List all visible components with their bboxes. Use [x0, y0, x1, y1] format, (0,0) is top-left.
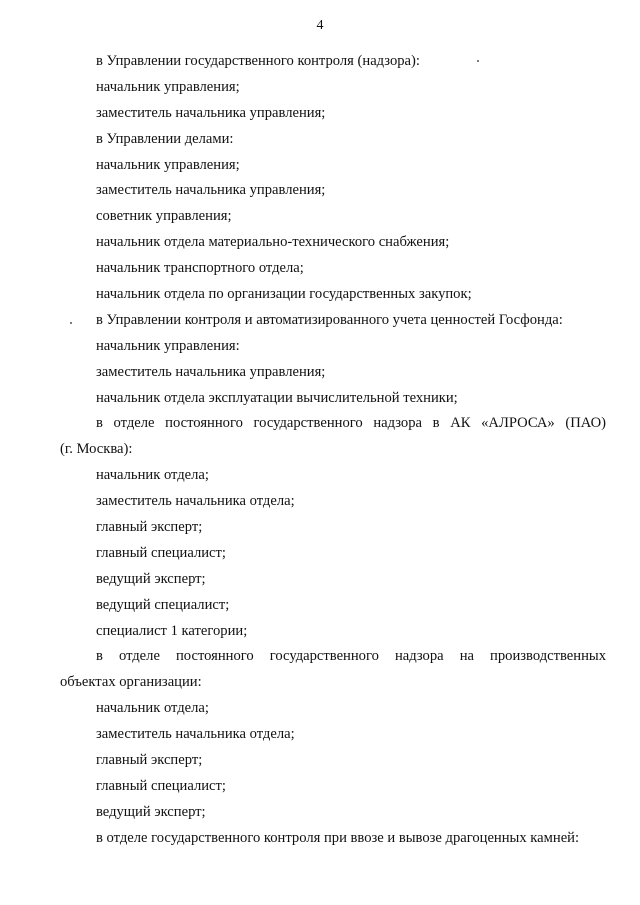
text-line: главный эксперт;	[96, 752, 203, 769]
text-line: в Управлении делами:	[96, 130, 234, 147]
document-body	[0, 51, 640, 854]
text-line: заместитель начальника отдела;	[96, 726, 295, 743]
text-line: ведущий специалист;	[96, 596, 230, 613]
text-line: начальник управления:	[96, 337, 240, 354]
text-line: в отделе государственного контроля при ввозе и вывозе драгоценных камней:	[96, 829, 580, 846]
text-line: в Управлении контроля и автоматизированного учета ценностей Госфонда:	[96, 311, 563, 328]
text-line: главный специалист;	[96, 544, 226, 561]
text-line: главный специалист;	[96, 777, 226, 794]
text-line: начальник отдела по организации государственных закупок;	[96, 286, 472, 303]
text-line: заместитель начальника отдела;	[96, 493, 295, 510]
text-line: советник управления;	[96, 208, 232, 225]
text-line: заместитель начальника управления;	[96, 104, 326, 121]
text-line: в отделе постоянного государственного надзора на производственных	[96, 648, 606, 665]
text-line: в отделе постоянного государственного надзора в АК «АЛРОСА» (ПАО)	[96, 415, 606, 432]
text-line: начальник отдела материально-технического снабжения;	[96, 234, 450, 251]
text-line: (г. Москва):	[60, 441, 133, 458]
text-line: начальник транспортного отдела;	[96, 260, 304, 277]
text-line: ведущий эксперт;	[96, 803, 206, 820]
text-line: начальник отдела эксплуатации вычислительной техники;	[96, 389, 458, 406]
text-line: специалист 1 категории;	[96, 622, 248, 639]
text-line: главный эксперт;	[96, 519, 203, 536]
text-line: заместитель начальника управления;	[96, 182, 326, 199]
text-line: начальник управления;	[96, 78, 240, 95]
text-line: заместитель начальника управления;	[96, 363, 326, 380]
text-line: начальник отдела;	[96, 700, 209, 717]
text-line: объектах организации:	[60, 674, 202, 691]
text-line: ведущий эксперт;	[96, 570, 206, 587]
text-line: в Управлении государственного контроля (надзора):	[96, 53, 420, 69]
text-line: начальник отдела;	[96, 467, 209, 484]
text-line: начальник управления;	[96, 156, 240, 173]
page-number: 4	[316, 18, 324, 33]
